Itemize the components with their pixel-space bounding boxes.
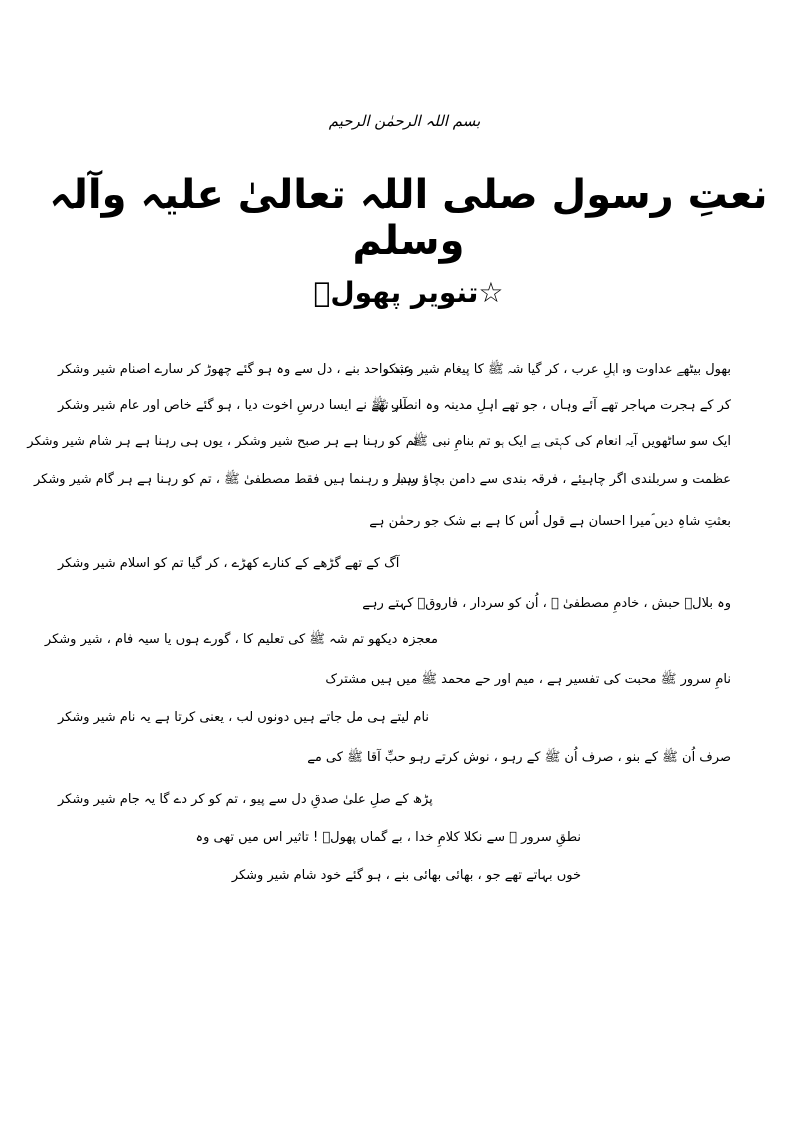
verse-line-9: نطقِ سرور ﷺ سے نکلا کلامِ خدا ، بے گماں پھولؔ ! تاثیر اس میں تھی وہ (195, 830, 581, 845)
verse-line-6: نام لیتے ہی مل جاتے ہیں دونوں لب ، یعنی کرتا ہے یہ نام شیر وشکر (58, 710, 430, 725)
verse-line-4: معجزہ دیکھو تم شہ ﷺ کی تعلیم کا ، گورے ہوں یا سیہ فام ، شیر وشکر (44, 632, 438, 647)
verse-line-5: نامِ سرور ﷺ محبت کی تفسیر ہے ، میم اور حے محمد ﷺ میں ہیں مشترک (325, 672, 731, 687)
verse-line-7: صرف اُن ﷺ کے بنو ، صرف اُن ﷺ کے رہو ، نوش کرتے رہو حبِّ آقا ﷺ کی مے (307, 750, 731, 765)
verse-line-10: خوں بہاتے تھے جو ، بھائی بھائی بنے ، ہو گئے خود شام شیر وشکر (231, 868, 581, 883)
couplet-1-first-hemistich: بھول بیٹھے عداوت وہ اہلِ عرب ، کر گیا شہ ﷺ کا پیغام شیر وشکر (381, 362, 731, 377)
couplet-4-second-hemistich: رہبر و رہنما ہیں فقط مصطفیٰ ﷺ ، تم کو رہنا ہے ہر گام شیر وشکر (33, 472, 418, 487)
page-title: نعتِ رسول صلی اللہ تعالیٰ علیہ وآلہ وسلم (49, 172, 768, 264)
verse-line-2: آگ کے تھے گڑھے کے کنارے کھڑے ، کر گیا تم کو اسلام شیر وشکر (58, 556, 400, 571)
couplet-3-first-hemistich: ایک سو ساٹھویں آیہ انعام کی کہتی ہے ایک ہو تم بنامِ نبی ﷺ (412, 434, 731, 449)
couplet-1-second-hemistich: عبد واحد بنے ، دل سے وہ ہو گئے چھوڑ کر سارے اصنام شیر وشکر (58, 362, 412, 377)
bismillah-heading: بسم اللہ الرحمٰن الرحیم (328, 112, 481, 130)
couplet-2-second-hemistich: آپ ﷺ نے ایسا درسِ اخوت دیا ، ہو گئے خاص اور عام شیر وشکر (58, 398, 407, 413)
couplet-2-first-hemistich: کر کے ہجرت مہاجر تھے آئے وہاں ، جو تھے اہلِ مدینہ وہ انصار تھے (371, 398, 731, 413)
verse-line-3: وہ بلالؓ حبش ، خادمِ مصطفیٰ ﷺ ، اُن کو سردار ، فاروقؓ کہتے رہے (362, 596, 731, 611)
couplet-3-second-hemistich: تم کو رہنا ہے ہر صبح شیر وشکر ، یوں ہی رہنا ہے ہر شام شیر وشکر (27, 434, 418, 449)
verse-line-1: بعثتِ شاہِ دیں ؐمیرا احسان ہے قول اُس کا ہے بے شک جو رحمٰن ہے (369, 514, 731, 529)
couplet-4-first-hemistich: عظمت و سربلندی اگر چاہیئے ، فرقہ بندی سے دامن بچاؤ سدا (397, 472, 731, 487)
author-name: ☆تنویر پھولؔ (313, 276, 504, 309)
verse-line-8: پڑھ کے صلِ علیٰ صدقِ دل سے پیو ، تم کو کر دے گا یہ جام شیر وشکر (58, 792, 433, 807)
